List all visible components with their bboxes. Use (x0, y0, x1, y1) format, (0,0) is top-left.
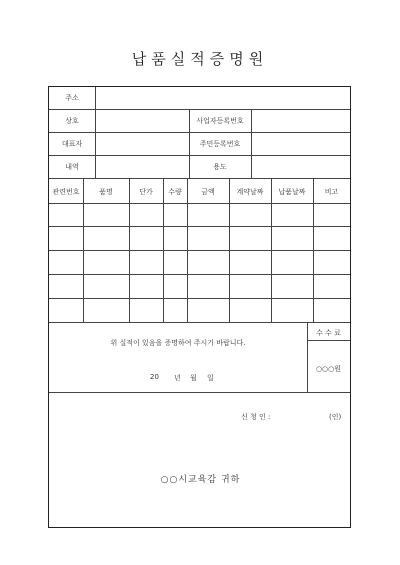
table-row[interactable] (49, 299, 350, 322)
company-label: 상호 (65, 117, 79, 125)
table-row[interactable] (49, 204, 350, 226)
divider (49, 178, 350, 179)
date-year: 20 (150, 373, 159, 381)
column-header-remarks: 비고 (324, 188, 339, 196)
resident-reg-no-label: 주민등록번호 (199, 140, 241, 148)
column-header-ref-no: 관련번호 (52, 188, 80, 196)
date-month-label: 월 (190, 374, 197, 382)
details-label: 내역 (65, 163, 79, 171)
table-row[interactable] (49, 251, 350, 274)
address-label: 주소 (65, 94, 79, 102)
column-header-unit-price: 단가 (139, 188, 153, 196)
fee-label: 수 수 료 (316, 329, 341, 337)
details-field[interactable] (96, 157, 188, 177)
representative-field[interactable] (96, 134, 188, 154)
recipient: ○○시교육감 귀하 (160, 475, 241, 485)
applicant-field[interactable] (274, 408, 326, 422)
column-header-quantity: 수량 (168, 188, 182, 196)
fee-amount: ○○○원 (315, 365, 342, 373)
column-header-amount: 금액 (201, 188, 215, 196)
column-header-item-name: 품명 (99, 188, 113, 196)
divider (49, 392, 350, 393)
applicant-label: 신 청 인 : (241, 413, 271, 421)
table-row[interactable] (49, 275, 350, 298)
company-field[interactable] (96, 111, 188, 131)
purpose-field[interactable] (252, 157, 349, 177)
purpose-label: 용도 (213, 163, 227, 171)
date-year-label: 년 (174, 374, 181, 382)
representative-label: 대표자 (61, 140, 83, 148)
applicant-seal: (인) (329, 413, 342, 421)
business-reg-no-label: 사업자등록번호 (196, 117, 244, 125)
table-row[interactable] (49, 227, 350, 250)
document-title: 납품실적증명원 (131, 50, 269, 68)
column-header-delivery-date: 납품날짜 (278, 188, 306, 196)
business-reg-no-field[interactable] (252, 111, 349, 131)
divider (307, 340, 350, 341)
date-day-label: 일 (207, 374, 214, 382)
certificate-form (48, 86, 351, 528)
divider (49, 322, 350, 323)
resident-reg-no-field[interactable] (252, 134, 349, 154)
column-header-contract-date: 계약날짜 (236, 188, 264, 196)
certification-text: 위 실적이 있음을 증명하여 주시기 바랍니다. (110, 339, 246, 347)
address-field[interactable] (96, 88, 349, 108)
